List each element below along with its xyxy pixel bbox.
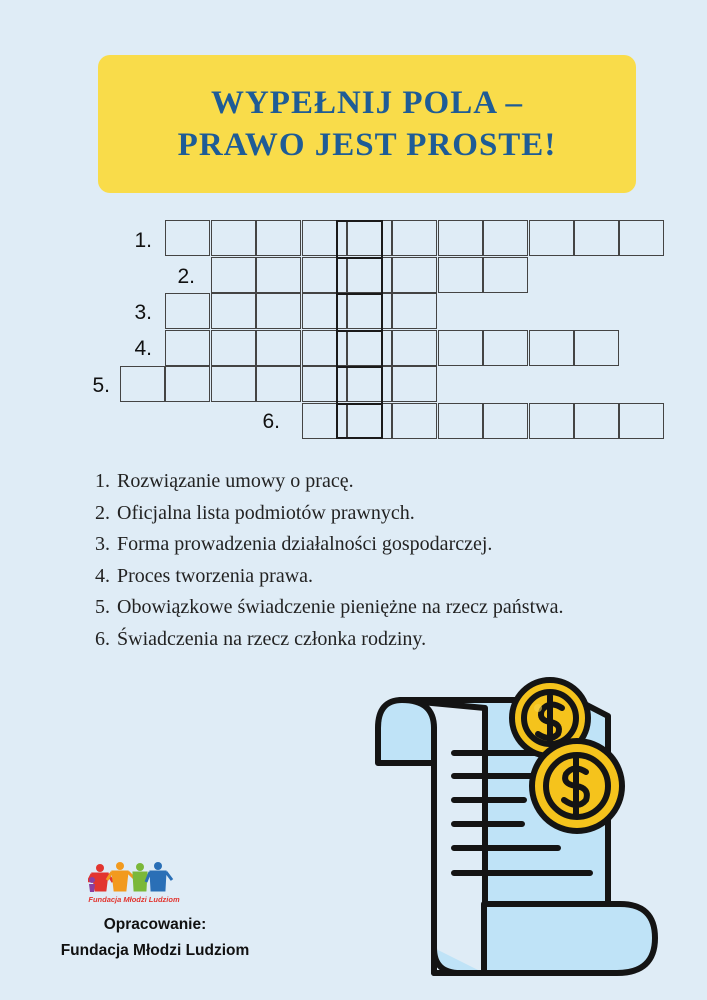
crossword-cell[interactable] [392, 330, 437, 366]
crossword-row-number: 4. [134, 337, 152, 360]
clue-text: Obowiązkowe świadczenie pieniężne na rzecz państwa. [117, 596, 564, 618]
crossword-cell[interactable] [574, 330, 619, 366]
logo-text: Fundacja Młodzi Ludziom [88, 895, 180, 904]
crossword-cell[interactable] [347, 220, 392, 256]
clue-item [95, 498, 563, 530]
crossword-cell[interactable] [619, 220, 664, 256]
clue-text: Rozwiązanie umowy o pracę. [117, 470, 354, 492]
crossword-cell[interactable] [392, 403, 437, 439]
crossword-cell[interactable] [347, 403, 392, 439]
clue-number: 5. [95, 596, 110, 618]
page-title-line-1: WYPEŁNIJ POLA – [210, 85, 524, 121]
clue-number: 2. [95, 501, 110, 524]
crossword-cell[interactable] [483, 330, 528, 366]
crossword-cell[interactable] [256, 220, 301, 256]
crossword-cell[interactable] [302, 403, 347, 439]
crossword-cell[interactable] [438, 330, 483, 366]
crossword-cell[interactable] [302, 220, 347, 256]
clue-item [95, 561, 563, 593]
crossword-cell[interactable] [347, 330, 392, 366]
receipt-with-dollar-coins-icon [372, 668, 662, 990]
crossword-cell[interactable] [302, 257, 347, 293]
crossword-cell[interactable] [392, 220, 437, 256]
crossword-cell[interactable] [574, 220, 619, 256]
crossword-cell[interactable] [392, 293, 437, 329]
crossword-cell[interactable] [483, 220, 528, 256]
crossword-cell[interactable] [256, 293, 301, 329]
crossword-cell[interactable] [211, 257, 256, 293]
crossword-cell[interactable] [438, 220, 483, 256]
crossword-cell[interactable] [574, 403, 619, 439]
clue-text: Forma prowadzenia działalności gospodarczej. [117, 533, 493, 555]
crossword-row-number: 6. [262, 410, 280, 433]
crossword-cell[interactable] [619, 403, 664, 439]
page-title-line-2: PRAWO JEST PROSTE! [177, 127, 557, 163]
foundation-logo-icon [88, 860, 180, 906]
credit-name: Fundacja Młodzi Ludziom [60, 942, 250, 959]
crossword-cell[interactable] [347, 366, 392, 402]
crossword-cell[interactable] [392, 366, 437, 402]
clue-item [95, 624, 563, 656]
crossword-cell[interactable] [165, 366, 210, 402]
crossword-cell[interactable] [120, 366, 165, 402]
crossword-cell[interactable] [256, 330, 301, 366]
crossword-cell[interactable] [211, 330, 256, 366]
clue-item [95, 592, 563, 624]
crossword-cell[interactable] [529, 330, 574, 366]
crossword-cell[interactable] [302, 330, 347, 366]
clue-number: 1. [95, 470, 110, 492]
clue-list [95, 466, 563, 655]
clue-text: Świadczenia na rzecz członka rodziny. [117, 627, 427, 650]
credit-label: Opracowanie: [103, 916, 207, 933]
crossword-row-number: 1. [134, 229, 152, 252]
crossword-cell[interactable] [302, 366, 347, 402]
crossword-cell[interactable] [211, 366, 256, 402]
clue-text: Proces tworzenia prawa. [117, 564, 314, 587]
crossword-cell[interactable] [256, 257, 301, 293]
crossword-cell[interactable] [165, 293, 210, 329]
crossword-cell[interactable] [392, 257, 437, 293]
crossword-cell[interactable] [529, 403, 574, 439]
crossword-cell[interactable] [165, 330, 210, 366]
crossword-cell[interactable] [211, 293, 256, 329]
crossword-cell[interactable] [347, 293, 392, 329]
clue-item [95, 529, 563, 561]
crossword-row-number: 2. [177, 265, 195, 288]
clue-number: 3. [95, 533, 110, 555]
crossword-cell[interactable] [483, 403, 528, 439]
crossword-row-number: 3. [134, 301, 152, 324]
crossword-cell[interactable] [211, 220, 256, 256]
crossword-cell[interactable] [529, 220, 574, 256]
clue-number: 6. [95, 627, 110, 650]
crossword-cell[interactable] [165, 220, 210, 256]
crossword-cell[interactable] [438, 257, 483, 293]
crossword-cell[interactable] [347, 257, 392, 293]
crossword-cell[interactable] [256, 366, 301, 402]
clue-text: Oficjalna lista podmiotów prawnych. [117, 501, 415, 524]
crossword-cell[interactable] [438, 403, 483, 439]
clue-number: 4. [95, 564, 110, 587]
crossword-cell[interactable] [483, 257, 528, 293]
clue-item [95, 466, 563, 498]
crossword-cell[interactable] [302, 293, 347, 329]
title-banner [98, 55, 636, 193]
crossword-row-number: 5. [92, 374, 110, 397]
